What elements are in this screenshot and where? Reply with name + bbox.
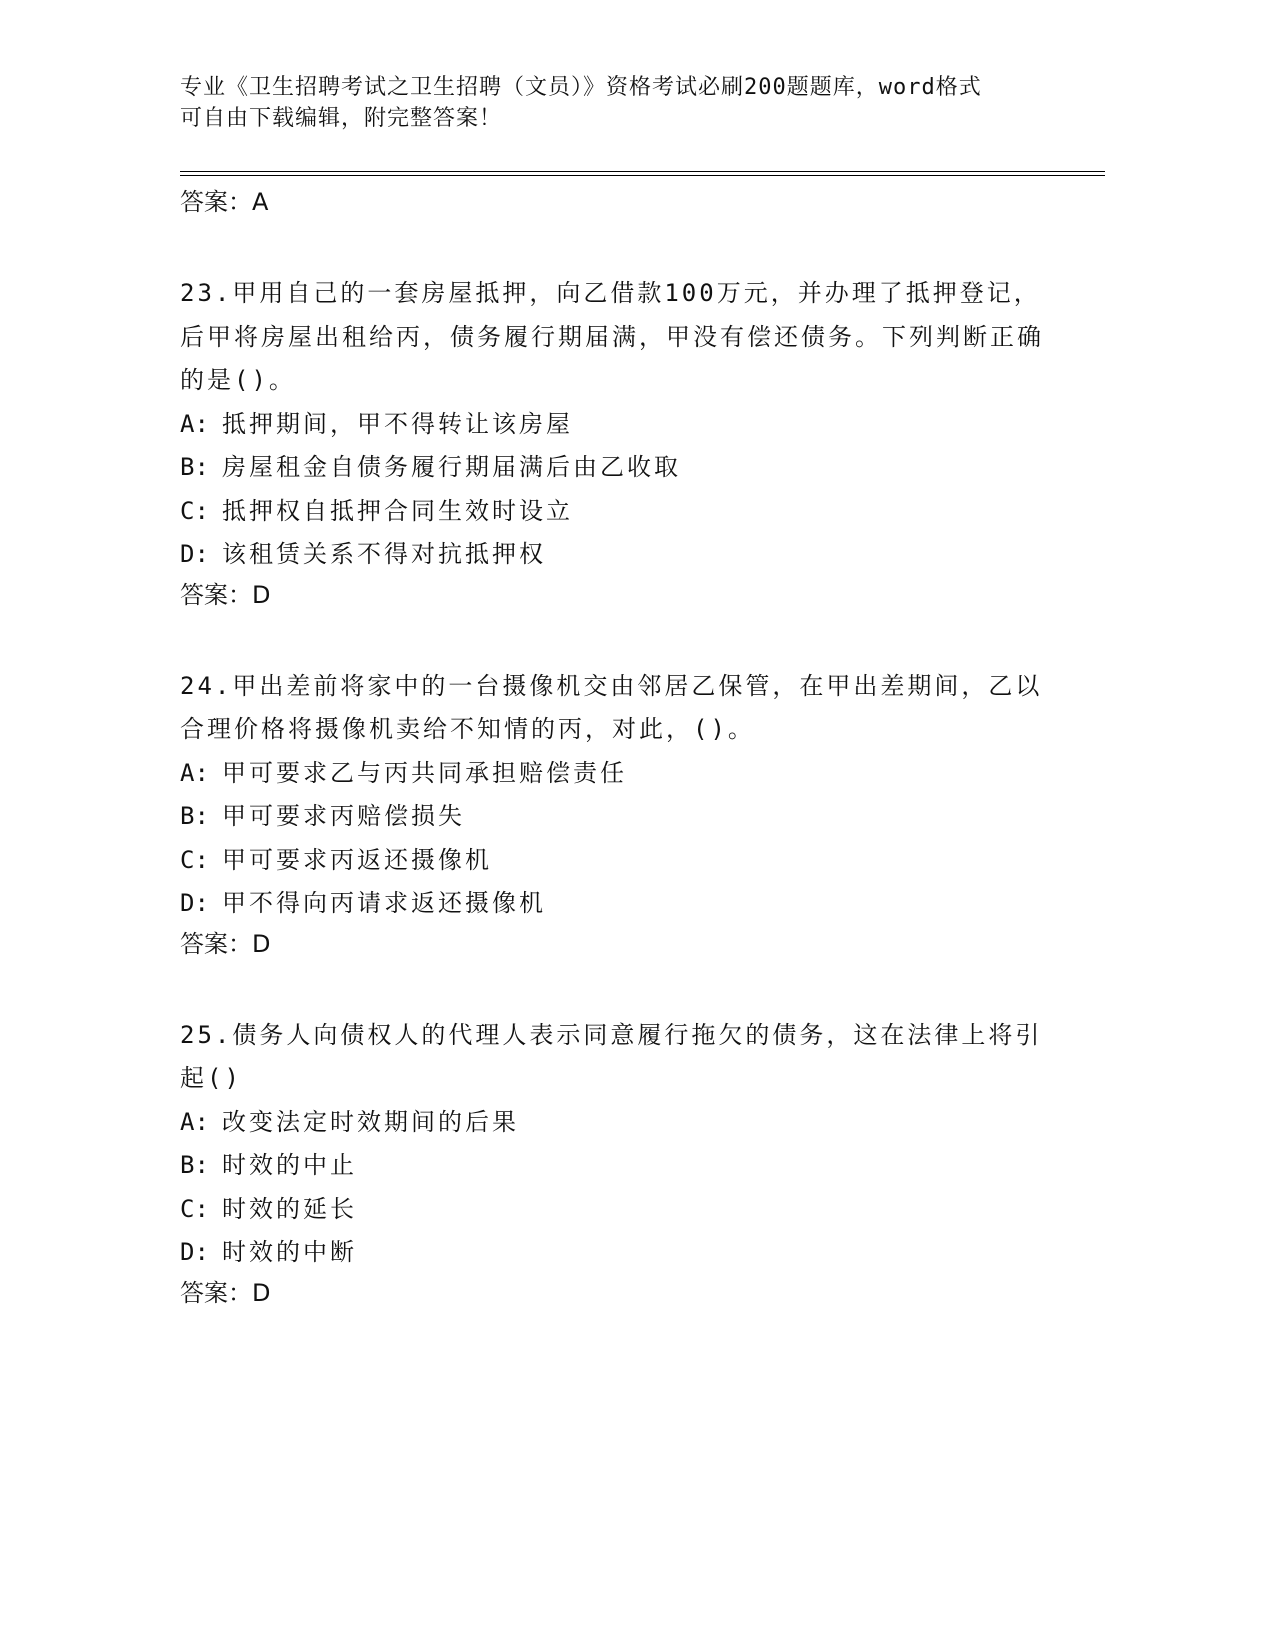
question-stem: 25.债务人向债权人的代理人表示同意履行拖欠的债务，这在法律上将引起() — [180, 1020, 1043, 1092]
document-header — [180, 72, 1060, 134]
option-text: 该租赁关系不得对抗抵押权 — [222, 540, 546, 568]
answer-line: 答案：D — [180, 929, 271, 958]
option-letter: A: — [180, 1107, 209, 1136]
option-letter: C: — [180, 1194, 209, 1223]
option-d — [180, 882, 1060, 926]
option-b — [180, 446, 1060, 490]
header-rule-bottom — [180, 175, 1105, 176]
question-stem: 24.甲出差前将家中的一台摄像机交由邻居乙保管，在甲出差期间，乙以合理价格将摄像机卖给不知情的丙，对此，()。 — [180, 671, 1043, 743]
option-a — [180, 403, 1060, 447]
option-letter: D: — [180, 889, 209, 917]
option-letter: C: — [180, 496, 209, 525]
option-text: 时效的延长 — [222, 1194, 357, 1223]
option-c — [180, 1188, 1060, 1232]
option-text: 甲可要求丙返还摄像机 — [222, 845, 492, 874]
option-letter: A: — [180, 758, 209, 787]
option-letter: C: — [180, 845, 209, 874]
option-letter: B: — [180, 802, 209, 830]
previous-answer: 答案：A — [180, 188, 269, 216]
option-text: 时效的中止 — [222, 1151, 357, 1179]
option-b — [180, 1144, 1060, 1188]
option-c — [180, 839, 1060, 883]
option-text: 改变法定时效期间的后果 — [222, 1107, 519, 1136]
option-text: 抵押权自抵押合同生效时设立 — [222, 496, 573, 525]
option-letter: B: — [180, 1151, 209, 1179]
question-list — [180, 186, 1060, 1363]
answer-line: 答案：D — [180, 1278, 271, 1307]
option-a — [180, 1101, 1060, 1145]
option-text: 时效的中断 — [222, 1238, 357, 1266]
header-rule-top — [180, 171, 1105, 172]
option-text: 抵押期间，甲不得转让该房屋 — [222, 409, 573, 438]
question-25 — [180, 1014, 1060, 1309]
header-line-2: 可自由下载编辑，附完整答案！ — [180, 106, 503, 131]
option-text: 甲可要求丙赔偿损失 — [222, 802, 465, 830]
option-letter: D: — [180, 1238, 209, 1266]
option-text: 甲可要求乙与丙共同承担赔偿责任 — [222, 758, 627, 787]
option-c — [180, 490, 1060, 534]
option-letter: B: — [180, 453, 209, 481]
question-24 — [180, 665, 1060, 960]
option-d — [180, 533, 1060, 577]
option-a — [180, 752, 1060, 796]
question-stem: 23.甲用自己的一套房屋抵押，向乙借款100万元，并办理了抵押登记，后甲将房屋出租给丙，债务履行期届满，甲没有偿还债务。下列判断正确的是()。 — [180, 279, 1044, 394]
option-d — [180, 1231, 1060, 1275]
option-letter: D: — [180, 540, 209, 568]
option-b — [180, 795, 1060, 839]
option-letter: A: — [180, 409, 209, 438]
answer-line: 答案：D — [180, 580, 271, 609]
question-23 — [180, 272, 1060, 611]
option-text: 甲不得向丙请求返还摄像机 — [222, 889, 546, 917]
option-text: 房屋租金自债务履行期届满后由乙收取 — [222, 453, 681, 481]
header-line-1: 专业《卫生招聘考试之卫生招聘（文员）》资格考试必刷200题题库，word格式 — [180, 75, 982, 100]
